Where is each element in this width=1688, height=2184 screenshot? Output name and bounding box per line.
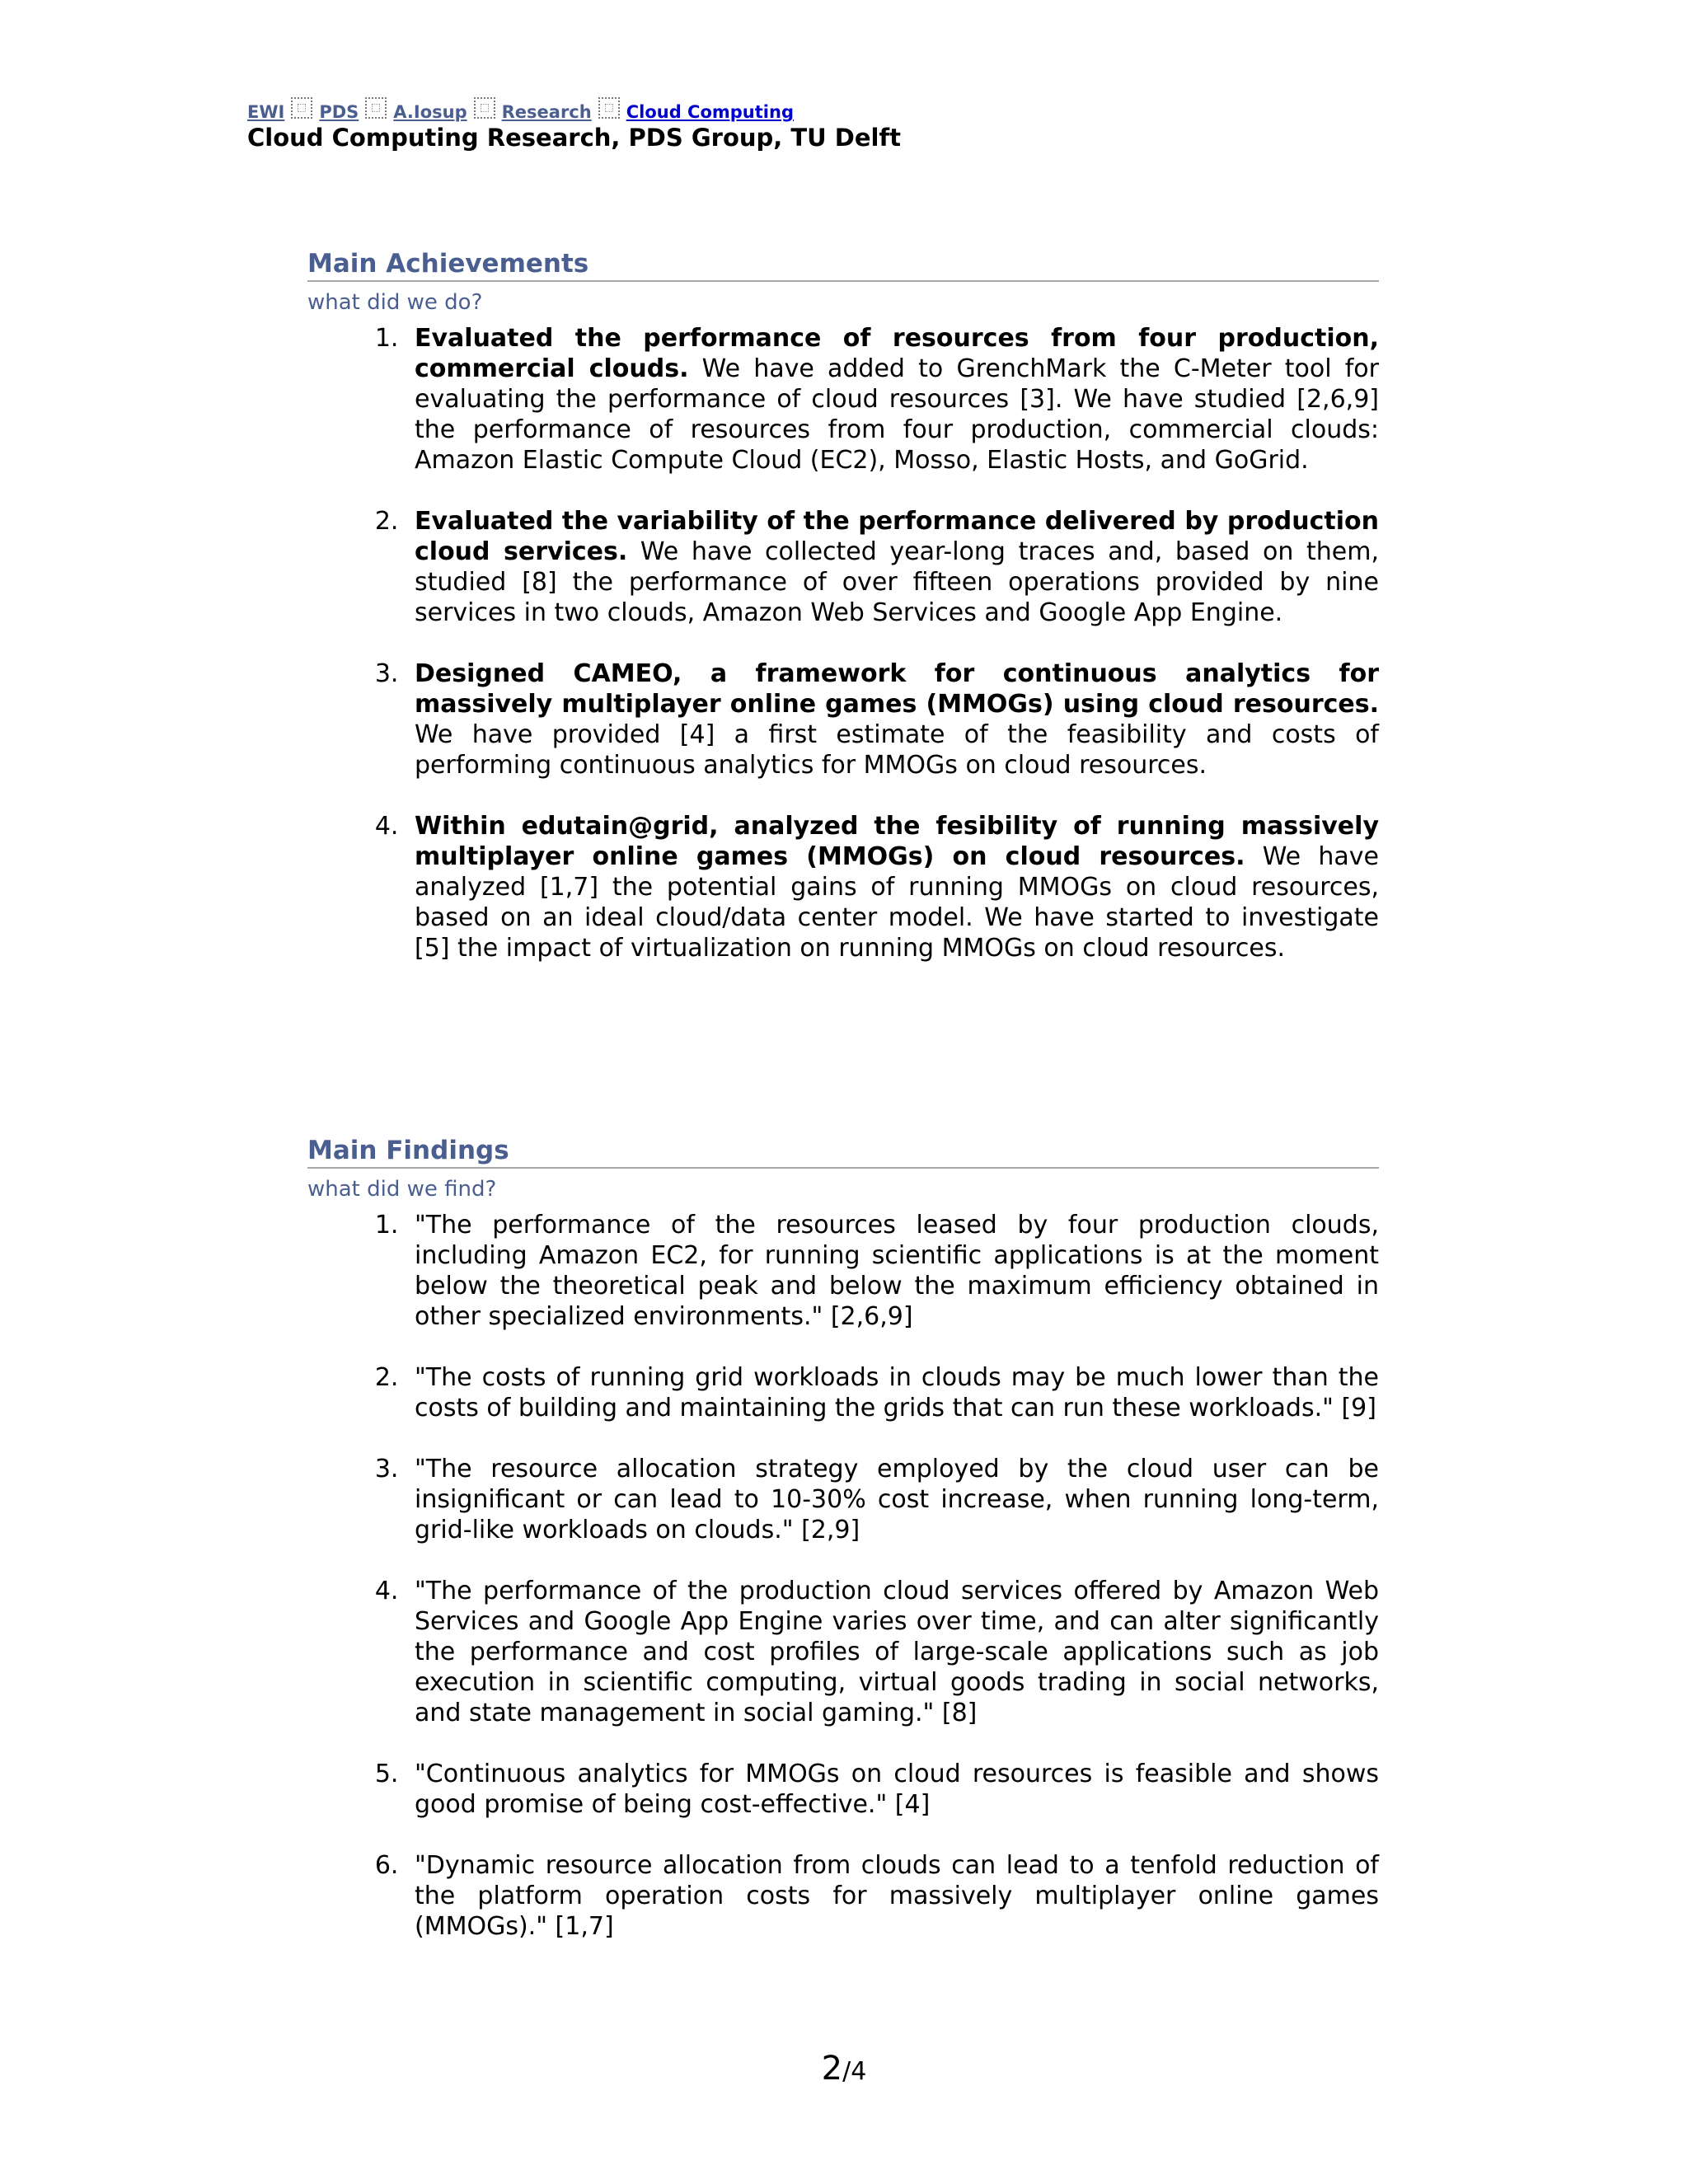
separator-icon bbox=[474, 97, 495, 119]
findings-subheading: what did we find? bbox=[307, 1177, 497, 1202]
page-total: /4 bbox=[842, 2057, 867, 2086]
findings-heading: Main Findings bbox=[307, 1134, 1379, 1169]
item-text: We have added to GrenchMark the C-Meter tool for evaluating the performance of cloud resources [3]. We have studied [2,6,9] the performance of resources from four production, commercial clouds: Amazon Elastic Compute Cloud (EC2), Mosso, Elastic Hosts, and GoGrid. bbox=[415, 354, 1379, 475]
list-item: 2. "The costs of running grid workloads in clouds may be much lower than the costs of building and maintaining the grids that can run these workloads." [9] bbox=[406, 1362, 1379, 1423]
breadcrumb-link-ewi[interactable]: EWI bbox=[247, 102, 285, 122]
list-item: 4. "The performance of the production cloud services offered by Amazon Web Services and Google App Engine varies over time, and can alter significantly the performance and cost profiles of large-scale applications such as job execution in scientific computing, virtual goods trading in social networks, and state management in social gaming." [8] bbox=[406, 1576, 1379, 1728]
separator-icon bbox=[365, 97, 387, 119]
list-item: 5. "Continuous analytics for MMOGs on cloud resources is feasible and shows good promise of being cost-effective." [4] bbox=[406, 1759, 1379, 1820]
site-title: Cloud Computing Research, PDS Group, TU Delft bbox=[247, 124, 901, 152]
list-item: 6. "Dynamic resource allocation from clouds can lead to a tenfold reduction of the platform operation costs for massively multiplayer online games (MMOGs)." [1,7] bbox=[406, 1850, 1379, 1942]
page-current: 2 bbox=[821, 2050, 843, 2088]
breadcrumb-link-cloud-computing[interactable]: Cloud Computing bbox=[626, 102, 794, 122]
item-text: We have provided [4] a first estimate of the feasibility and costs of performing continuous analytics for MMOGs on cloud resources. bbox=[415, 720, 1379, 780]
list-item bbox=[406, 323, 1379, 476]
list-item: 3. "The resource allocation strategy employed by the cloud user can be insignificant or can lead to 10-30% cost increase, when running long-term, grid-like workloads on clouds." [2,9] bbox=[406, 1454, 1379, 1545]
item-lead: Evaluated the variability of the performance delivered by production cloud services. bbox=[415, 507, 1379, 566]
item-lead: Evaluated the performance of resources from four production, commercial clouds. bbox=[415, 324, 1379, 383]
item-lead: Designed CAMEO, a framework for continuous analytics for massively multiplayer online games (MMOGs) using cloud resources. bbox=[415, 659, 1379, 719]
list-item bbox=[406, 811, 1379, 963]
achievements-subheading: what did we do? bbox=[307, 290, 483, 315]
achievements-section bbox=[307, 247, 1379, 994]
breadcrumb-link-research[interactable]: Research bbox=[501, 102, 592, 122]
findings-list bbox=[307, 1210, 1379, 1942]
item-lead: Within edutain@grid, analyzed the fesibility of running massively multiplayer online games (MMOGs) on cloud resources. bbox=[415, 812, 1379, 871]
list-item bbox=[406, 506, 1379, 628]
findings-section bbox=[307, 1134, 1379, 1972]
item-text: We have collected year-long traces and, based on them, studied [8] the performance of over fifteen operations provided by nine services in two clouds, Amazon Web Services and Google App Engine. bbox=[415, 537, 1379, 627]
list-item: 1. "The performance of the resources leased by four production clouds, including Amazon EC2, for running scientific applications is at the moment below the theoretical peak and below the maximum efficiency obtained in other specialized environments." [2,6,9] bbox=[406, 1210, 1379, 1332]
list-item bbox=[406, 658, 1379, 780]
achievements-list bbox=[307, 323, 1379, 963]
achievements-heading: Main Achievements bbox=[307, 247, 1379, 282]
breadcrumb bbox=[247, 97, 794, 122]
separator-icon bbox=[291, 97, 312, 119]
breadcrumb-link-pds[interactable]: PDS bbox=[319, 102, 359, 122]
breadcrumb-link-aiosup[interactable]: A.Iosup bbox=[393, 102, 467, 122]
separator-icon bbox=[598, 97, 620, 119]
item-text: We have analyzed [1,7] the potential gains of running MMOGs on cloud resources, based on an ideal cloud/data center model. We have started to investigate [5] the impact of virtualization on running MMOGs on cloud resources. bbox=[415, 842, 1379, 963]
page-number bbox=[0, 2050, 1688, 2088]
